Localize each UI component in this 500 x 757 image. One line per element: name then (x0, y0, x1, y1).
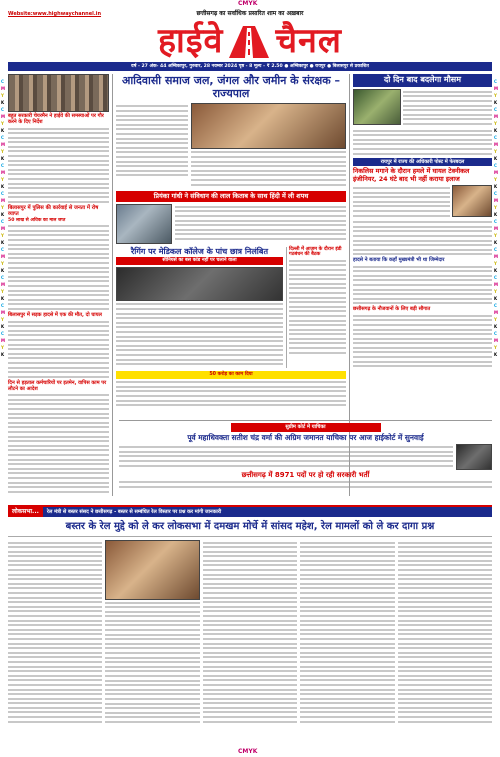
registration-mark: Y (494, 233, 497, 238)
registration-mark: C (1, 135, 4, 140)
court-photo (456, 444, 492, 470)
text-lines (8, 542, 102, 723)
registration-mark: Y (494, 345, 497, 350)
registration-mark: K (1, 184, 5, 189)
registration-mark: Y (1, 233, 4, 238)
registration-mark: Y (494, 177, 497, 182)
registration-mark: C (494, 247, 497, 252)
mid-headline-banner: प्रियंका गांधी ने संविधान की लाल किताब के साथ हिंदी में ली शपथ (116, 191, 346, 202)
ragging-banner: सीनियर्स का बस कांड नहीं पर चलाने वाला (116, 257, 283, 265)
registration-mark: M (1, 114, 5, 119)
bottom-section (8, 505, 492, 746)
registration-mark: M (1, 142, 5, 147)
registration-mark: M (494, 338, 498, 343)
lok-sabha-tag: लोकसभा... (8, 507, 43, 517)
website-link[interactable]: Website:www.highwaychannel.in (8, 10, 102, 17)
registration-mark: C (494, 107, 497, 112)
registration-mark: K (494, 128, 498, 133)
registration-mark: M (494, 282, 498, 287)
registration-mark: M (1, 254, 5, 259)
registration-mark: K (1, 268, 5, 273)
bottom-mp-photo (105, 540, 199, 600)
dateline-bar: वर्ष - 27 अंक- 44 अम्बिकापुर, गुरुवार, 28 नवम्बर 2024 पृष्ठ - 8 मूल्य - ₹ 2.50 ● अम्बिकापुर ● रायपुर ● बिलासपुर से प्रकाशित (8, 62, 492, 71)
top-line (8, 8, 492, 20)
registration-mark: K (1, 128, 5, 133)
registration-mark: K (494, 100, 498, 105)
text-lines (105, 602, 199, 723)
text-lines (116, 105, 188, 176)
youth-headline: छत्तीसगढ़ के नौजवानों के लिए बड़ी सौगात (353, 305, 431, 312)
registration-mark: M (494, 142, 498, 147)
registration-mark: C (1, 79, 4, 84)
left-top-headline: बहुत सरकारी चेयरमैन ने हाईवे की समस्याओं पर गौर करने के दिए निर्देश (8, 113, 104, 125)
text-lines (8, 225, 109, 310)
lok-sabha-strip (8, 507, 492, 517)
registration-mark: Y (1, 149, 4, 154)
registration-mark: K (1, 212, 5, 217)
engineer-photo (452, 185, 492, 217)
registration-mark: M (1, 338, 5, 343)
registration-mark: M (494, 310, 498, 315)
text-lines (8, 128, 109, 204)
registration-mark: M (1, 310, 5, 315)
text-lines (119, 481, 492, 488)
text-lines (398, 542, 492, 723)
text-lines (116, 303, 283, 365)
registration-mark: Y (494, 205, 497, 210)
officer-banner: रायपुर में राज्य की अधिकारी पोस्ट में फेरबदल (353, 158, 492, 167)
registration-marks-left (1, 80, 5, 357)
registration-mark: Y (1, 261, 4, 266)
bottom-columns (8, 540, 492, 726)
registration-mark: M (494, 170, 498, 175)
masthead-word-right: चैनल (275, 21, 342, 61)
lead-headline: आदिवासी समाज जल, जंगल और जमीन के संरक्षक – राज्यपाल (121, 74, 341, 101)
registration-mark: Y (1, 317, 4, 322)
lok-sabha-strip-text: रेल मंत्री से बस्तर संसद ने छत्तीसगढ़ - बस्तर से सम्बंधित रेल विस्तार पर प्रश्न कर मांगी जानकारी (43, 507, 492, 517)
accident-headline: हादसे ने बताया कि कहाँ मुख्यमंत्री भी था जिम्मेदार (353, 256, 445, 263)
text-lines (403, 91, 492, 125)
registration-mark: C (1, 303, 4, 308)
registration-mark: K (494, 296, 498, 301)
lead-photo (191, 103, 346, 149)
text-lines (353, 221, 492, 255)
weather-photo (353, 89, 401, 125)
registration-mark: C (1, 331, 4, 336)
registration-mark: Y (494, 149, 497, 154)
text-lines (8, 394, 109, 492)
registration-mark: C (1, 219, 4, 224)
recruitment-headline: छत्तीसगढ़ में 8971 पदों पर हो रही सरकारी भर्ती (241, 471, 370, 480)
registration-mark: Y (1, 345, 4, 350)
road-logo-icon (229, 24, 269, 58)
registration-mark: K (494, 240, 498, 245)
registration-mark: Y (494, 261, 497, 266)
registration-mark: Y (494, 93, 497, 98)
registration-mark: M (494, 86, 498, 91)
registration-mark: K (494, 156, 498, 161)
left-column (8, 74, 113, 496)
registration-mark: C (494, 303, 497, 308)
registration-mark: M (494, 114, 498, 119)
registration-mark: K (494, 184, 498, 189)
text-lines (353, 266, 492, 305)
registration-mark: M (1, 170, 5, 175)
text-lines (8, 321, 109, 378)
registration-mark: K (1, 352, 5, 357)
registration-mark: M (494, 198, 498, 203)
registration-marks-right (494, 80, 498, 357)
registration-mark: Y (1, 121, 4, 126)
registration-mark: K (494, 352, 498, 357)
registration-mark: M (1, 226, 5, 231)
registration-mark: M (494, 254, 498, 259)
masthead (8, 20, 492, 62)
bottom-headline: बस्तर के रेल मुद्दे को ले कर लोकसभा में दमखम मोर्चे में सांसद महेश, रेल मामलों को ले कर दागा प्रश्न (8, 517, 492, 537)
registration-mark: C (1, 275, 4, 280)
registration-mark: Y (494, 121, 497, 126)
masthead-word-left: हाईवे (158, 21, 224, 61)
registration-mark: K (494, 212, 498, 217)
text-lines (119, 446, 453, 466)
registration-mark: C (494, 163, 497, 168)
ragging-photo (116, 267, 283, 301)
text-lines (353, 315, 492, 368)
text-lines (300, 542, 394, 723)
court-headline: पूर्व महाधिवक्ता सतीश चंद्र वर्मा की अग्रिम जमानत याचिका पर आज हाईकोर्ट में सुनवाई (187, 432, 424, 442)
mid-photo (116, 204, 172, 244)
registration-mark: Y (1, 205, 4, 210)
registration-mark: K (494, 268, 498, 273)
registration-cmyk-top: CMYK (238, 0, 258, 7)
court-banner: सुप्रीम कोर्ट में याचिका (231, 423, 381, 432)
registration-mark: C (494, 79, 497, 84)
registration-mark: Y (1, 177, 4, 182)
engineer-headline: निकलिस मगाने के दौरान हमले में घायल टेक्नीकल इंजीनियर, 24 घंटे बाद भी नहीं कराया इलाज (353, 167, 470, 183)
weather-headline: दो दिन बाद बदलेगा मौसम (353, 74, 492, 87)
registration-mark: C (494, 191, 497, 196)
yellow-strip: 50 करोड़ का काम दिया (116, 371, 346, 379)
registration-mark: K (1, 240, 5, 245)
registration-mark: K (494, 324, 498, 329)
text-lines (203, 542, 297, 723)
registration-mark: C (494, 331, 497, 336)
registration-mark: K (1, 156, 5, 161)
registration-mark: K (1, 100, 5, 105)
registration-mark: C (1, 163, 4, 168)
text-lines (116, 381, 346, 406)
registration-mark: C (1, 191, 4, 196)
text-lines (289, 260, 346, 354)
left-story1-headline: बिलासपुर में पुलिस की कार्रवाई से जनता में रोष व्याप्त (8, 205, 99, 217)
left-story1-subhead: 50 लाख से अधिक का माल जप्त (8, 217, 66, 223)
registration-mark: Y (1, 289, 4, 294)
left-top-photo (8, 74, 109, 112)
registration-mark: C (1, 107, 4, 112)
registration-mark: Y (494, 289, 497, 294)
newspaper-page (8, 8, 492, 746)
ragging-headline: रैगिंग पर मेडिकल कॉलेज के पांच छात्र निलंबित (130, 246, 268, 256)
text-lines (353, 130, 492, 155)
left-story2-headline: बिलासपुर में सड़क हादसे में एक की मौत, दो घायल (8, 311, 102, 318)
lower-section (119, 420, 492, 504)
tagline: छत्तीसगढ़ का सर्वाधिक प्रसारित शाम का अख़बार (196, 9, 304, 17)
text-lines (191, 151, 346, 185)
registration-mark: Y (1, 93, 4, 98)
registration-mark: C (494, 219, 497, 224)
registration-mark: C (494, 275, 497, 280)
registration-mark: M (494, 226, 498, 231)
registration-mark: K (1, 296, 5, 301)
registration-mark: M (1, 282, 5, 287)
registration-mark: Y (494, 317, 497, 322)
registration-mark: K (1, 324, 5, 329)
text-lines (353, 187, 450, 217)
text-lines (175, 206, 346, 240)
left-story3-headline: दिन से हड़ताल कर्मचारियों पर इतमेन, वापिस काम पर लौटने का आदेश (8, 379, 107, 392)
registration-mark: C (494, 135, 497, 140)
registration-cmyk-bottom: CMYK (238, 748, 258, 755)
registration-mark: C (1, 247, 4, 252)
registration-mark: M (1, 86, 5, 91)
registration-mark: M (1, 198, 5, 203)
delhi-headline: दिल्ली में आज़म के दौरान इंडी गठबंधन की बैठक (289, 246, 342, 258)
